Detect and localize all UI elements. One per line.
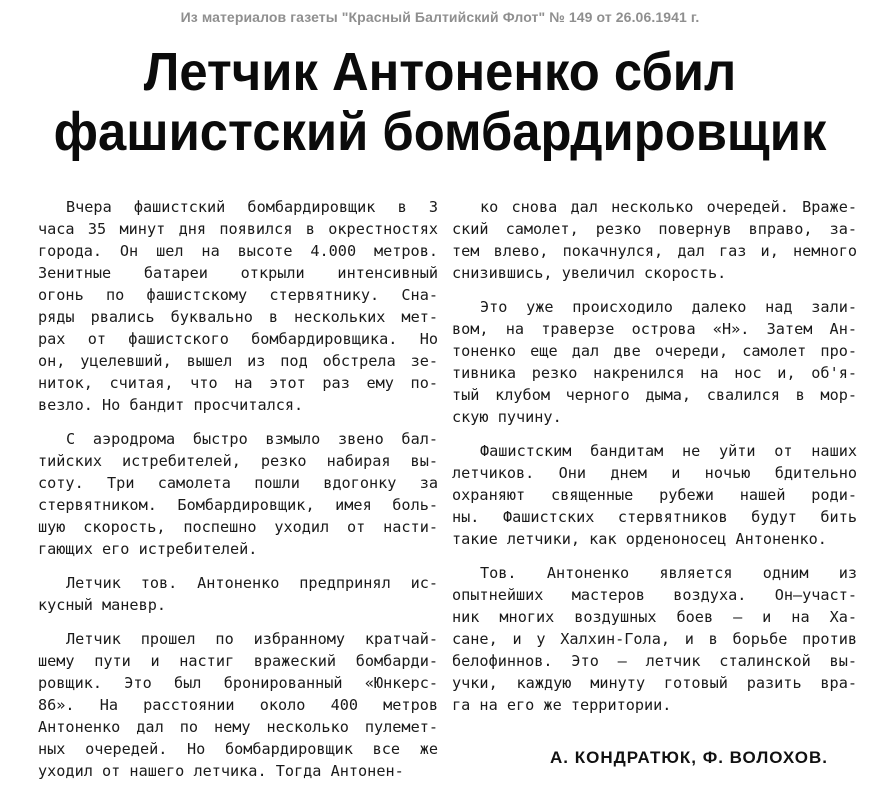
text-line: шему пути и настиг вражеский бомбарди- — [38, 652, 438, 670]
article-left-column — [38, 196, 438, 794]
text-line: тоненко еще дал две очереди, самолет про- — [452, 342, 857, 360]
text-line: Фашистским бандитам не уйти от наших — [480, 442, 857, 460]
text-line: Тов. Антоненко является одним из — [480, 564, 857, 582]
text-line: тийских истребителей, резко набирая вы- — [38, 452, 438, 470]
article-byline: А. КОНДРАТЮК, Ф. ВОЛОХОВ. — [550, 748, 828, 767]
text-line: часа 35 минут дня появился в окрестностях — [38, 220, 438, 238]
text-line: везло. Но бандит просчитался. — [38, 396, 304, 414]
text-line: ровщик. Это был бронированный «Юнкерс- — [38, 674, 438, 692]
text-line: Вчера фашистский бомбардировщик в 3 — [66, 198, 438, 216]
text-line: рах от фашистского бомбардировщика. Но — [38, 330, 438, 348]
text-line: тый клубом черного дыма, свалился в мор- — [452, 386, 857, 404]
headline-line-2: фашистский бомбардировщик — [53, 102, 827, 162]
text-line: Антоненко дал по нему несколько пулемет- — [38, 718, 438, 736]
text-line: га на его же территории. — [452, 696, 672, 714]
text-line: летчиков. Они днем и ночью бдительно — [452, 464, 857, 482]
text-line: ский самолет, резко повернув вправо, за- — [452, 220, 857, 238]
left-column-paragraph — [38, 628, 438, 782]
text-line: уходил от нашего летчика. Тогда Антонен- — [38, 762, 404, 780]
text-line: тем влево, покачнулся, дал газ и, немного — [452, 242, 857, 260]
text-line: ниток, считая, что на этот раз ему по- — [38, 374, 438, 392]
text-line: ны. Фашистских стервятников будут бить — [452, 508, 857, 526]
right-column-paragraph — [452, 296, 857, 428]
left-column-paragraph — [38, 428, 438, 560]
right-column-paragraph — [452, 562, 857, 716]
left-column-paragraph — [38, 572, 438, 616]
text-line: Летчик прошел по избранному кратчай- — [66, 630, 438, 648]
text-line: учки, каждую минуту готовый разить вра- — [452, 674, 857, 692]
text-line: тивника резко накренился на нос и, об'я- — [452, 364, 857, 382]
text-line: скую пучину. — [452, 408, 562, 426]
text-line: снизившись, увеличил скорость. — [452, 264, 727, 282]
text-line: шую скорость, поспешно уходил от насти- — [38, 518, 438, 536]
right-column-paragraph — [452, 440, 857, 550]
text-line: стервятником. Бомбардировщик, имея боль- — [38, 496, 438, 514]
text-line: Это уже происходило далеко над зали- — [480, 298, 857, 316]
text-line: вом, на траверзе острова «Н». Затем Ан- — [452, 320, 857, 338]
text-line: Зенитные батареи открыли интенсивный — [38, 264, 438, 282]
text-line: С аэродрома быстро взмыло звено бал- — [66, 430, 438, 448]
article-right-column — [452, 196, 857, 728]
text-line: ко снова дал несколько очередей. Враже- — [480, 198, 857, 216]
text-line: опытнейших мастеров воздуха. Он—участ- — [452, 586, 857, 604]
text-line: соту. Три самолета пошли вдогонку за — [38, 474, 438, 492]
text-line: гающих его истребителей. — [38, 540, 258, 558]
text-line: ник многих воздушных боев — и на Ха- — [452, 608, 857, 626]
text-line: кусный маневр. — [38, 596, 167, 614]
text-line: такие летчики, как орденоносец Антоненко. — [452, 530, 827, 548]
left-column-paragraph — [38, 196, 438, 416]
text-line: ных очередей. Но бомбардировщик все же — [38, 740, 438, 758]
text-line: Летчик тов. Антоненко предпринял ис- — [66, 574, 438, 592]
text-line: охраняют священные рубежи нашей роди- — [452, 486, 857, 504]
text-line: огонь по фашистскому стервятнику. Сна- — [38, 286, 438, 304]
headline-line-1: Летчик Антоненко сбил — [143, 42, 737, 102]
text-line: города. Он шел на высоте 4.000 метров. — [38, 242, 438, 260]
text-line: он, уцелевший, вышел из под обстрела зе- — [38, 352, 438, 370]
right-column-paragraph — [452, 196, 857, 284]
article-headline — [26, 42, 853, 162]
source-caption: Из материалов газеты "Красный Балтийский Флот" № 149 от 26.06.1941 г. — [180, 9, 700, 25]
text-line: ряды рвались буквально в нескольких мет- — [38, 308, 438, 326]
text-line: белофиннов. Это — летчик сталинской вы- — [452, 652, 857, 670]
text-line: сане, и у Халхин-Гола, и в борьбе против — [452, 630, 857, 648]
text-line: 86». На расстоянии около 400 метров — [38, 696, 438, 714]
